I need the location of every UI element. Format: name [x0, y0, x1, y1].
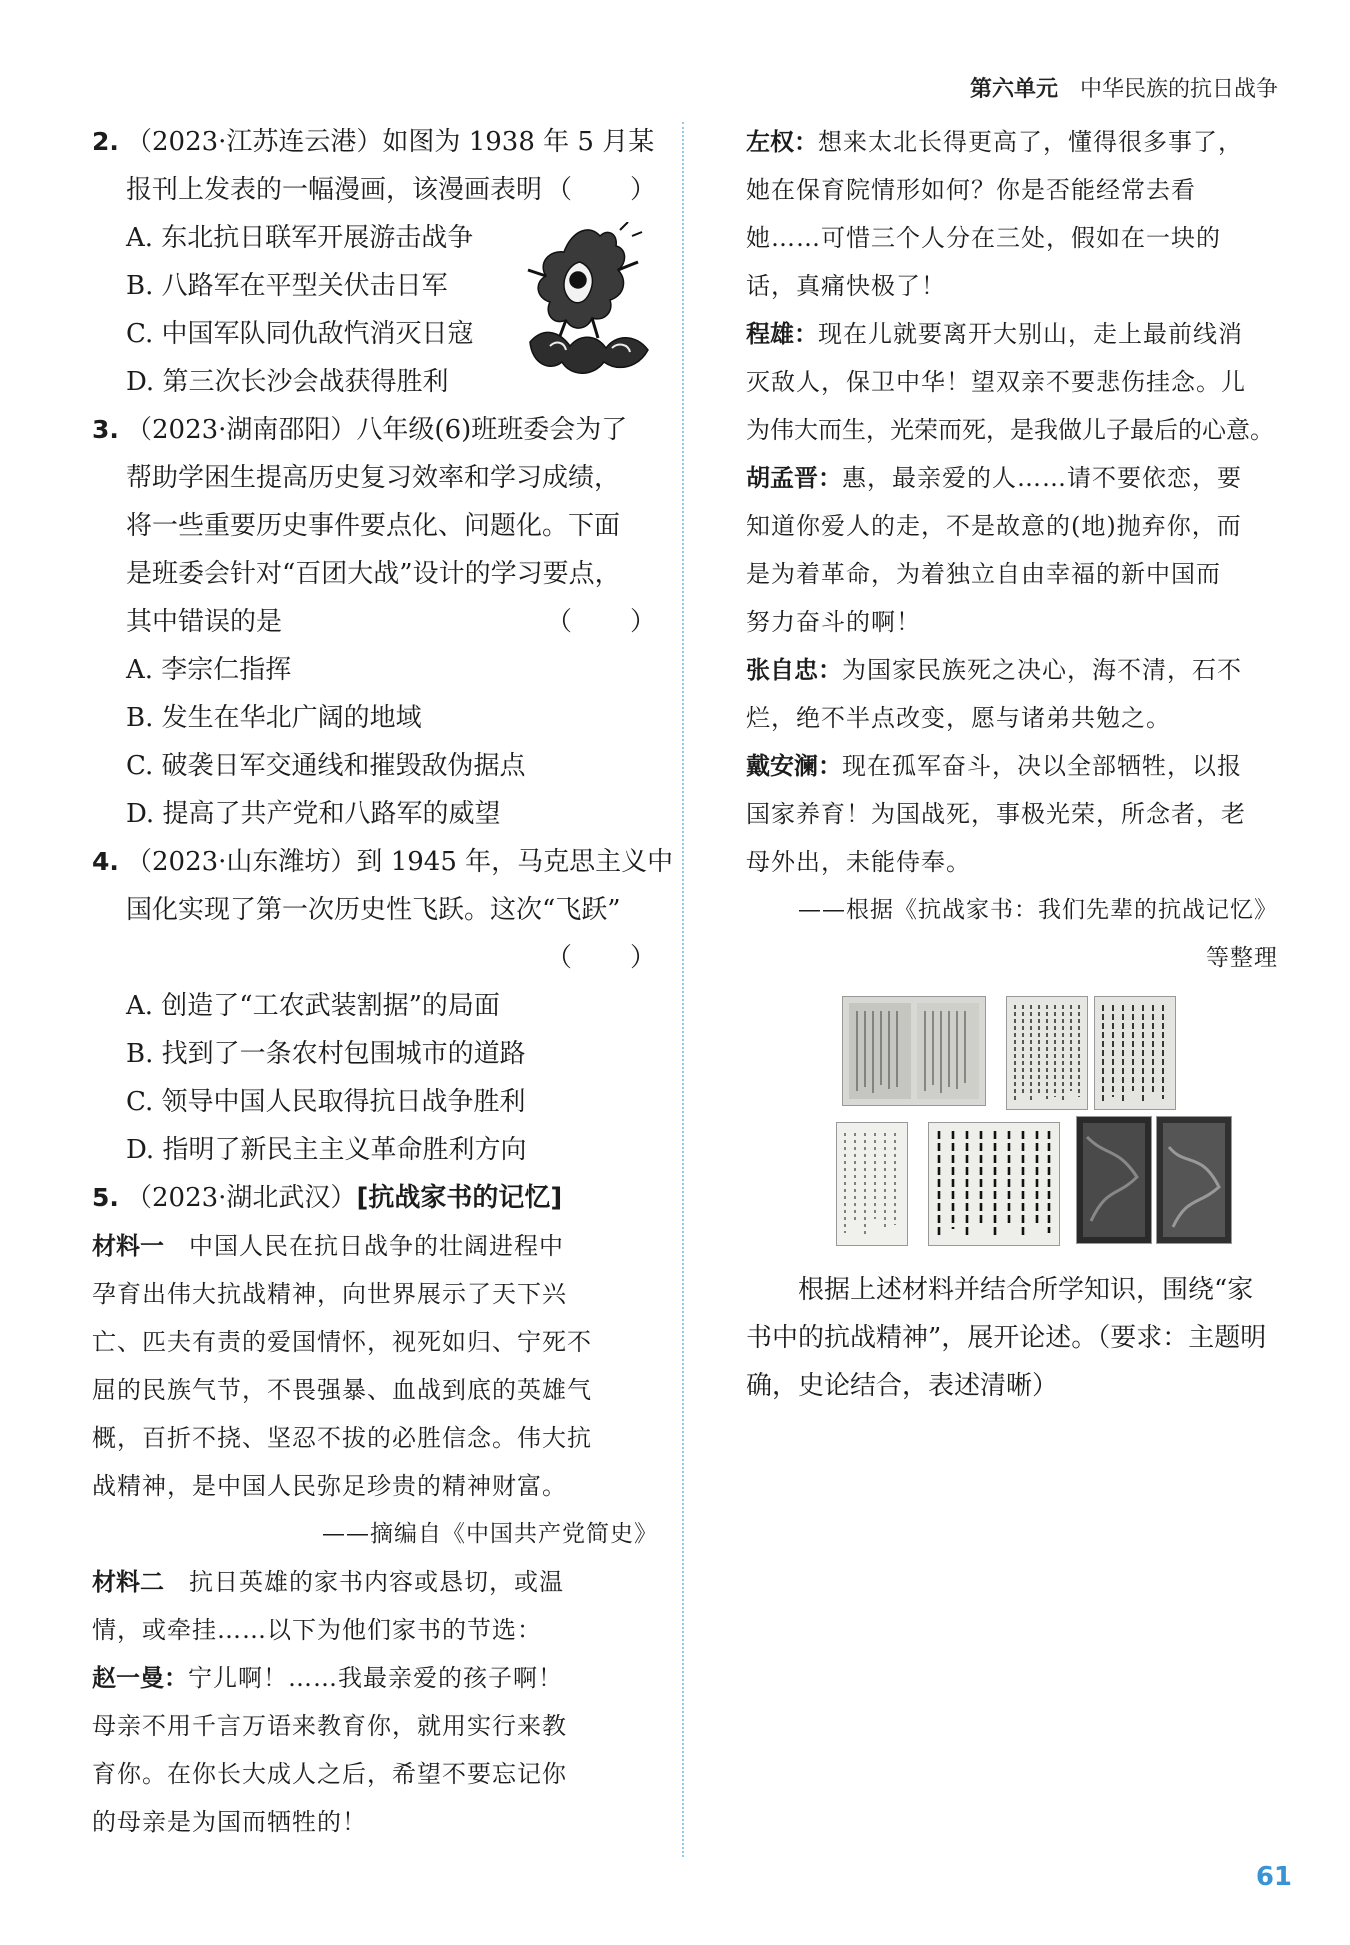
- letter-photo: [1076, 1116, 1152, 1244]
- letter-hu: [746, 454, 1278, 502]
- family-letters-photos: [746, 988, 1278, 1258]
- option-c: C. 破袭日军交通线和摧毁敌伪据点: [126, 751, 526, 781]
- letter-text: 惠，最亲爱的人……请不要依恋，要: [842, 464, 1242, 492]
- material-line: 战精神，是中国人民弥足珍贵的精神财富。: [92, 1472, 567, 1500]
- question-stem: 将一些重要历史事件要点化、问题化。下面: [126, 511, 621, 541]
- letter-photo: [1006, 996, 1088, 1110]
- material-label: 材料二: [92, 1568, 164, 1596]
- letter-line: 知道你爱人的走，不是故意的(地)抛弃你，而: [746, 512, 1242, 540]
- option-a: A. 创造了“工农武装割据”的局面: [126, 991, 500, 1021]
- letter-zhao: [92, 1654, 658, 1702]
- letter-line: 母亲不用千言万语来教育你，就用实行来教: [92, 1712, 567, 1740]
- letter-photo: [928, 1122, 1060, 1246]
- material-text: 中国人民在抗日战争的壮阔进程中: [164, 1232, 564, 1260]
- letter-author: 程雄：: [746, 320, 818, 348]
- question-source: [126, 1174, 658, 1222]
- letter-text: 宁儿啊！……我最亲爱的孩子啊！: [188, 1664, 563, 1692]
- letter-author: 左权：: [746, 128, 818, 156]
- material-line: [92, 1558, 658, 1606]
- unit-label: 第六单元: [969, 77, 1058, 102]
- letter-dai: [746, 742, 1278, 790]
- letters-continued: [746, 118, 1278, 982]
- question-stem: （2023·湖南邵阳）八年级(6)班班委会为了: [126, 415, 628, 445]
- letter-author: 胡孟晋：: [746, 464, 842, 492]
- letter-author: 戴安澜：: [746, 752, 842, 780]
- material-text: 抗日英雄的家书内容或恳切，或温: [164, 1568, 564, 1596]
- letter-line: 她……可惜三个人分在三处，假如在一块的: [746, 224, 1221, 252]
- topic-title: [抗战家书的记忆]: [356, 1183, 563, 1213]
- question-number: 4.: [92, 847, 119, 876]
- option-d: D. 第三次长沙会战获得胜利: [126, 367, 449, 397]
- answer-blank: （ ）: [545, 943, 658, 973]
- question-stem: 帮助学困生提高历史复习效率和学习成绩，: [126, 463, 621, 493]
- question-stem: 是班委会针对“百团大战”设计的学习要点，: [126, 559, 621, 589]
- material-source: 等整理: [1206, 945, 1278, 971]
- material-line: 屈的民族气节，不畏强暴、血战到底的英雄气: [92, 1376, 592, 1404]
- left-column: [92, 118, 674, 1846]
- option-b: B. 八路军在平型关伏击日军: [126, 271, 448, 301]
- question-stem: （2023·山东潍坊）到 1945 年，马克思主义中: [126, 847, 674, 877]
- letter-cheng: [746, 310, 1278, 358]
- letter-photo: [1094, 996, 1176, 1110]
- essay-task: [746, 1266, 1278, 1410]
- letter-line: 育你。在你长大成人之后，希望不要忘记你: [92, 1760, 567, 1788]
- letter-zhang: [746, 646, 1278, 694]
- question-stem-text: 其中错误的是: [126, 607, 283, 637]
- option-b: B. 找到了一条农村包围城市的道路: [126, 1039, 526, 1069]
- letter-line: 国家养育！为国战死，事极光荣，所念者，老: [746, 800, 1246, 828]
- option-c: C. 领导中国人民取得抗日战争胜利: [126, 1087, 526, 1117]
- material-line: 孕育出伟大抗战精神，向世界展示了天下兴: [92, 1280, 567, 1308]
- option-d: D. 指明了新民主主义革命胜利方向: [126, 1135, 527, 1165]
- letter-text: 现在儿就要离开大别山，走上最前线消: [818, 320, 1243, 348]
- material-line: 情，或牵挂……以下为他们家书的节选：: [92, 1616, 542, 1644]
- material-label: 材料一: [92, 1232, 164, 1260]
- question-2: [92, 118, 658, 406]
- question-stem: [126, 166, 658, 214]
- task-line: 根据上述材料并结合所学知识，围绕“家: [798, 1275, 1254, 1305]
- letter-photo: [1156, 1116, 1232, 1244]
- option-a: A. 东北抗日联军开展游击战争: [126, 223, 474, 253]
- question-stem-text: 报刊上发表的一幅漫画，该漫画表明: [126, 175, 543, 205]
- material-line: [92, 1222, 658, 1270]
- answer-blank: （ ）: [545, 607, 658, 637]
- material-source: ——摘编自《中国共产党简史》: [322, 1521, 658, 1547]
- letter-line: 话，真痛快极了！: [746, 272, 946, 300]
- task-line: 确，史论结合，表述清晰）: [746, 1371, 1059, 1401]
- right-column: [746, 118, 1278, 1410]
- letter-text: 现在孤军奋斗，决以全部牺牲，以报: [842, 752, 1242, 780]
- column-divider: [682, 122, 684, 1857]
- source-text: （2023·湖北武汉）: [126, 1183, 357, 1213]
- letter-photo: [842, 996, 986, 1106]
- answer-blank: （ ）: [545, 175, 658, 205]
- question-3: [92, 406, 658, 838]
- question-stem: 国化实现了第一次历史性飞跃。这次“飞跃”: [126, 895, 621, 925]
- letter-line: 母外出，未能侍奉。: [746, 848, 971, 876]
- letter-line: 为伟大而生，光荣而死，是我做儿子最后的心意。: [746, 416, 1274, 444]
- material-source: ——根据《抗战家书：我们先辈的抗战记忆》: [798, 897, 1278, 923]
- letter-zuo: [746, 118, 1278, 166]
- letter-photo: [836, 1122, 908, 1246]
- letter-line: 烂，绝不半点改变，愿与诸弟共勉之。: [746, 704, 1171, 732]
- question-stem: [126, 598, 658, 646]
- unit-title: 中华民族的抗日战争: [1079, 77, 1278, 102]
- letter-line: 的母亲是为国而牺牲的！: [92, 1808, 367, 1836]
- option-c: C. 中国军队同仇敌忾消灭日寇: [126, 319, 474, 349]
- material-two: [92, 1558, 658, 1846]
- page-number: 61: [1255, 1862, 1292, 1892]
- material-line: 亡、匹夫有责的爱国情怀，视死如归、宁死不: [92, 1328, 592, 1356]
- material-line: 概，百折不挠、坚忍不拔的必胜信念。伟大抗: [92, 1424, 592, 1452]
- answer-line: [126, 934, 658, 982]
- question-number: 3.: [92, 415, 119, 444]
- letter-author: 张自忠：: [746, 656, 842, 684]
- letter-line: 是为着革命，为着独立自由幸福的新中国而: [746, 560, 1221, 588]
- question-stem: （2023·江苏连云港）如图为 1938 年 5 月某: [126, 127, 655, 157]
- page-header: [970, 72, 1278, 103]
- option-d: D. 提高了共产党和八路军的威望: [126, 799, 501, 829]
- option-a: A. 李宗仁指挥: [126, 655, 292, 685]
- question-4: [92, 838, 674, 1174]
- material-one: [92, 1222, 658, 1558]
- question-number: 2.: [92, 127, 119, 156]
- letter-text: 想来太北长得更高了，懂得很多事了，: [818, 128, 1243, 156]
- task-line: 书中的抗战精神”，展开论述。（要求：主题明: [746, 1323, 1267, 1353]
- question-number: 5.: [92, 1183, 119, 1212]
- question-5: [92, 1174, 658, 1222]
- letter-line: 努力奋斗的啊！: [746, 608, 921, 636]
- letter-line: 灭敌人，保卫中华！望双亲不要悲伤挂念。儿: [746, 368, 1246, 396]
- option-b: B. 发生在华北广阔的地域: [126, 703, 422, 733]
- letter-line: 她在保育院情形如何？你是否能经常去看: [746, 176, 1196, 204]
- letter-text: 为国家民族死之决心，海不清，石不: [842, 656, 1242, 684]
- letter-author: 赵一曼：: [92, 1664, 188, 1692]
